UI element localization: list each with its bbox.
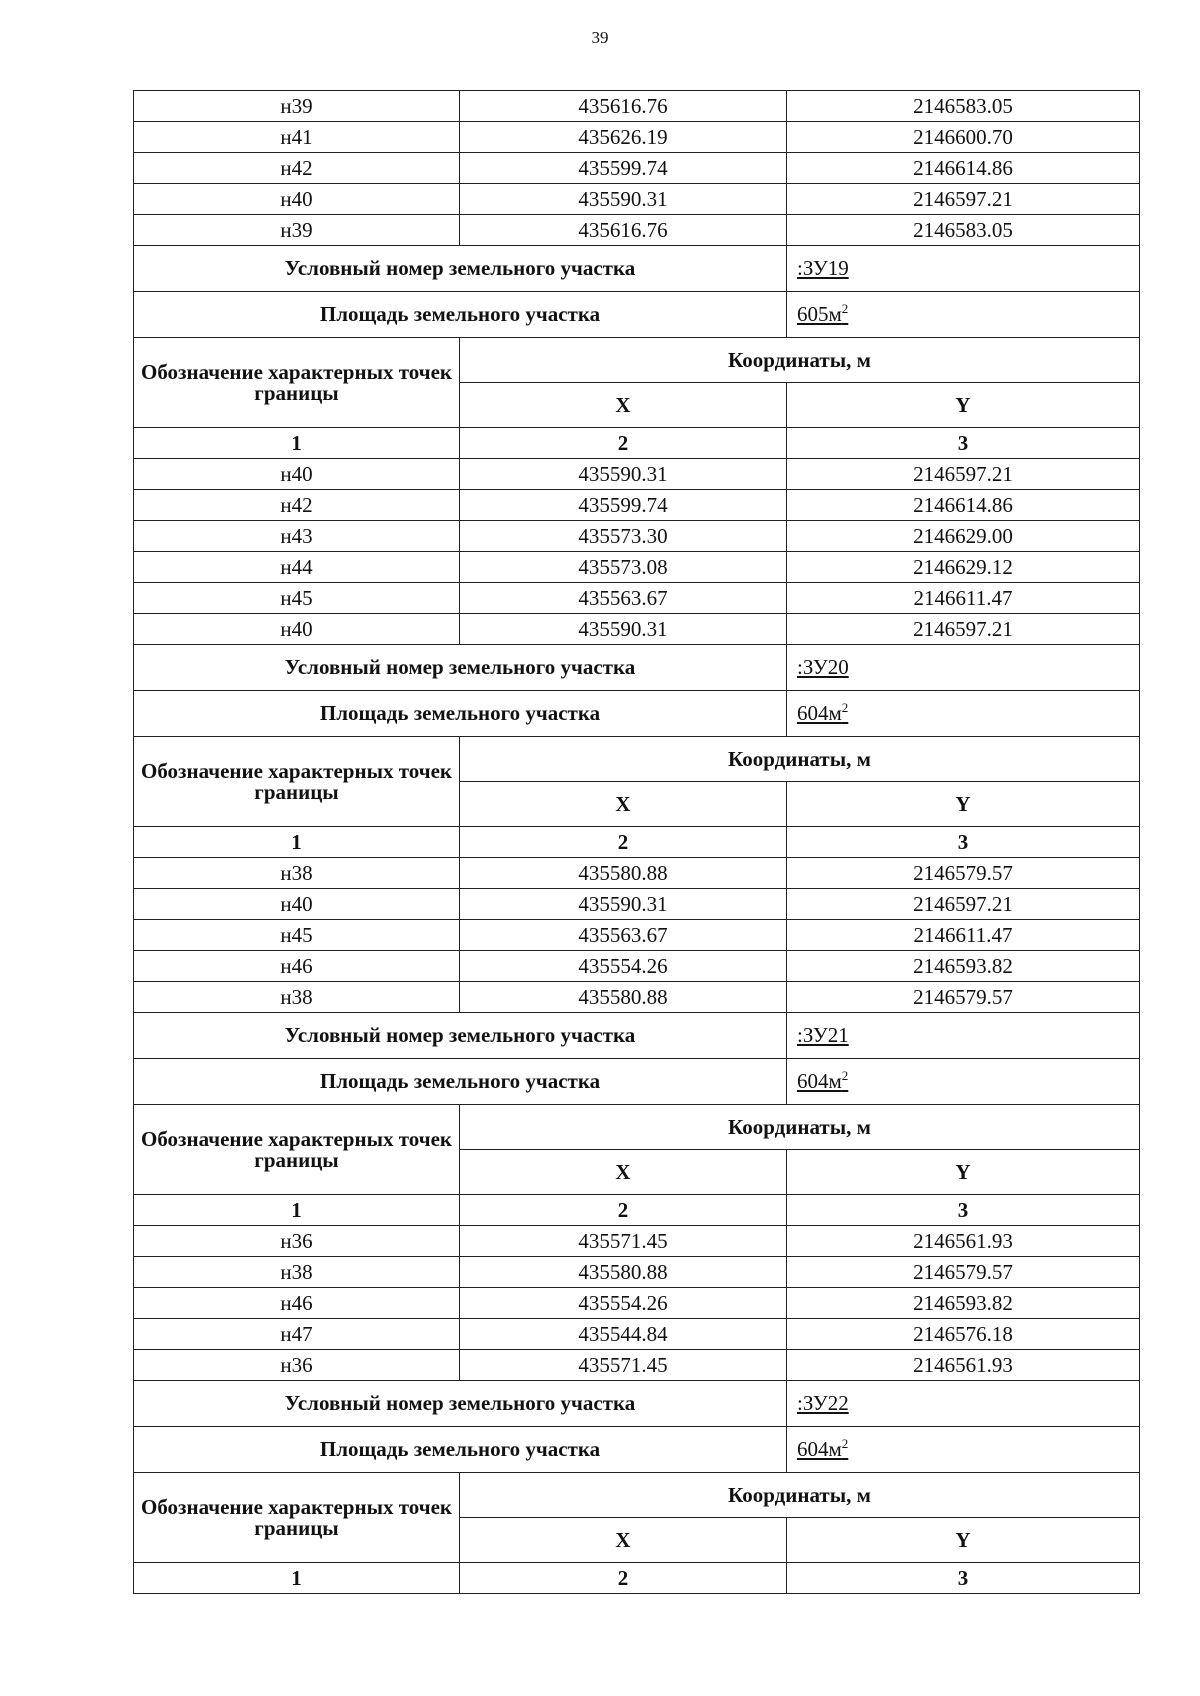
parcel-area-text: 604м	[797, 1437, 842, 1461]
table-row	[134, 614, 1140, 645]
coordinates-header: Координаты, м	[460, 1473, 1140, 1518]
table-row	[134, 184, 1140, 215]
parcel-number: :ЗУ20	[797, 655, 849, 679]
coords-header-row	[134, 338, 1140, 383]
table-row	[134, 521, 1140, 552]
column-number-row	[134, 827, 1140, 858]
parcel-area-value	[787, 1427, 1140, 1473]
point-cell: н38	[134, 982, 460, 1013]
y-cell: 2146597.21	[787, 459, 1140, 490]
parcel-area-row	[134, 1427, 1140, 1473]
x-cell: 435573.08	[460, 552, 787, 583]
column-number-3: 3	[787, 428, 1140, 459]
point-cell: н36	[134, 1350, 460, 1381]
parcel-area-row	[134, 1059, 1140, 1105]
y-cell: 2146597.21	[787, 889, 1140, 920]
y-cell: 2146561.93	[787, 1226, 1140, 1257]
coordinates-table	[133, 90, 1140, 1594]
points-header: Обозначение характерных точек границы	[134, 737, 460, 827]
parcel-area-value	[787, 1059, 1140, 1105]
points-header: Обозначение характерных точек границы	[134, 338, 460, 428]
y-cell: 2146579.57	[787, 1257, 1140, 1288]
y-cell: 2146593.82	[787, 1288, 1140, 1319]
parcel-area	[797, 1069, 848, 1093]
parcel-area-value	[787, 691, 1140, 737]
x-cell: 435616.76	[460, 91, 787, 122]
x-cell: 435580.88	[460, 982, 787, 1013]
point-cell: н42	[134, 490, 460, 521]
y-cell: 2146629.00	[787, 521, 1140, 552]
x-header: X	[460, 383, 787, 428]
point-cell: н46	[134, 1288, 460, 1319]
y-header: Y	[787, 782, 1140, 827]
x-cell: 435626.19	[460, 122, 787, 153]
parcel-number: :ЗУ19	[797, 256, 849, 280]
x-cell: 435554.26	[460, 951, 787, 982]
parcel-area	[797, 1437, 848, 1461]
parcel-number-value	[787, 1381, 1140, 1427]
parcel-number-row	[134, 645, 1140, 691]
point-cell: н45	[134, 583, 460, 614]
table-row	[134, 459, 1140, 490]
point-cell: н40	[134, 184, 460, 215]
y-cell: 2146583.05	[787, 91, 1140, 122]
table-row	[134, 1257, 1140, 1288]
y-cell: 2146629.12	[787, 552, 1140, 583]
y-cell: 2146561.93	[787, 1350, 1140, 1381]
y-cell: 2146583.05	[787, 215, 1140, 246]
parcel-number: :ЗУ21	[797, 1023, 849, 1047]
x-cell: 435571.45	[460, 1226, 787, 1257]
x-cell: 435599.74	[460, 153, 787, 184]
parcel-area	[797, 302, 848, 326]
column-number-2: 2	[460, 827, 787, 858]
parcel-number-value	[787, 246, 1140, 292]
coordinates-header: Координаты, м	[460, 737, 1140, 782]
table-row	[134, 215, 1140, 246]
point-cell: н42	[134, 153, 460, 184]
parcel-area-row	[134, 691, 1140, 737]
x-cell: 435580.88	[460, 1257, 787, 1288]
table-row	[134, 889, 1140, 920]
column-number-3: 3	[787, 827, 1140, 858]
parcel-area-label: Площадь земельного участка	[134, 292, 787, 338]
table-row	[134, 1226, 1140, 1257]
parcel-area-text: 604м	[797, 701, 842, 725]
parcel-area-value	[787, 292, 1140, 338]
point-cell: н43	[134, 521, 460, 552]
parcel-number-label: Условный номер земельного участка	[134, 1381, 787, 1427]
column-number-1: 1	[134, 1563, 460, 1594]
x-header: X	[460, 1518, 787, 1563]
parcel-number-value	[787, 645, 1140, 691]
point-cell: н46	[134, 951, 460, 982]
column-number-row	[134, 1563, 1140, 1594]
coords-header-row	[134, 1105, 1140, 1150]
coordinates-header: Координаты, м	[460, 338, 1140, 383]
column-number-3: 3	[787, 1563, 1140, 1594]
y-cell: 2146600.70	[787, 122, 1140, 153]
column-number-2: 2	[460, 1563, 787, 1594]
y-cell: 2146614.86	[787, 490, 1140, 521]
point-cell: н44	[134, 552, 460, 583]
table-row	[134, 1319, 1140, 1350]
area-unit-superscript: 2	[841, 700, 849, 715]
x-header: X	[460, 782, 787, 827]
y-cell: 2146611.47	[787, 920, 1140, 951]
column-number-3: 3	[787, 1195, 1140, 1226]
column-number-row	[134, 1195, 1140, 1226]
x-cell: 435599.74	[460, 490, 787, 521]
parcel-area-row	[134, 292, 1140, 338]
column-number-1: 1	[134, 428, 460, 459]
points-header: Обозначение характерных точек границы	[134, 1473, 460, 1563]
column-number-1: 1	[134, 1195, 460, 1226]
table-row	[134, 858, 1140, 889]
x-cell: 435544.84	[460, 1319, 787, 1350]
parcel-number-value	[787, 1013, 1140, 1059]
point-cell: н40	[134, 889, 460, 920]
y-header: Y	[787, 1518, 1140, 1563]
x-cell: 435571.45	[460, 1350, 787, 1381]
table-row	[134, 91, 1140, 122]
parcel-number-row	[134, 1381, 1140, 1427]
x-cell: 435590.31	[460, 184, 787, 215]
area-unit-superscript: 2	[841, 1068, 849, 1083]
parcel-area	[797, 701, 848, 725]
point-cell: н41	[134, 122, 460, 153]
page-number: 39	[591, 28, 609, 47]
column-number-row	[134, 428, 1140, 459]
parcel-number-label: Условный номер земельного участка	[134, 246, 787, 292]
point-cell: н36	[134, 1226, 460, 1257]
parcel-number: :ЗУ22	[797, 1391, 849, 1415]
parcel-area-text: 604м	[797, 1069, 842, 1093]
y-cell: 2146576.18	[787, 1319, 1140, 1350]
table-row	[134, 122, 1140, 153]
area-unit-superscript: 2	[841, 301, 849, 316]
x-cell: 435590.31	[460, 459, 787, 490]
points-header: Обозначение характерных точек границы	[134, 1105, 460, 1195]
y-cell: 2146593.82	[787, 951, 1140, 982]
table-row	[134, 1350, 1140, 1381]
parcel-area-label: Площадь земельного участка	[134, 1059, 787, 1105]
coordinates-header: Координаты, м	[460, 1105, 1140, 1150]
column-number-2: 2	[460, 428, 787, 459]
y-header: Y	[787, 383, 1140, 428]
y-cell: 2146614.86	[787, 153, 1140, 184]
point-cell: н39	[134, 91, 460, 122]
x-cell: 435590.31	[460, 614, 787, 645]
column-number-1: 1	[134, 827, 460, 858]
area-unit-superscript: 2	[841, 1436, 849, 1451]
x-cell: 435590.31	[460, 889, 787, 920]
point-cell: н38	[134, 1257, 460, 1288]
table-row	[134, 951, 1140, 982]
coords-header-row	[134, 1473, 1140, 1518]
x-cell: 435580.88	[460, 858, 787, 889]
x-header: X	[460, 1150, 787, 1195]
table-row	[134, 490, 1140, 521]
point-cell: н38	[134, 858, 460, 889]
coords-header-row	[134, 737, 1140, 782]
parcel-number-row	[134, 246, 1140, 292]
x-cell: 435563.67	[460, 583, 787, 614]
table-row	[134, 1288, 1140, 1319]
parcel-area-label: Площадь земельного участка	[134, 1427, 787, 1473]
table-row	[134, 552, 1140, 583]
table-row	[134, 153, 1140, 184]
point-cell: н40	[134, 459, 460, 490]
parcel-area-label: Площадь земельного участка	[134, 691, 787, 737]
parcel-area-text: 605м	[797, 302, 842, 326]
table-row	[134, 920, 1140, 951]
y-cell: 2146579.57	[787, 982, 1140, 1013]
parcel-number-label: Условный номер земельного участка	[134, 1013, 787, 1059]
parcel-number-label: Условный номер земельного участка	[134, 645, 787, 691]
point-cell: н40	[134, 614, 460, 645]
point-cell: н47	[134, 1319, 460, 1350]
x-cell: 435616.76	[460, 215, 787, 246]
y-cell: 2146611.47	[787, 583, 1140, 614]
x-cell: 435573.30	[460, 521, 787, 552]
parcel-number-row	[134, 1013, 1140, 1059]
column-number-2: 2	[460, 1195, 787, 1226]
x-cell: 435554.26	[460, 1288, 787, 1319]
y-cell: 2146597.21	[787, 184, 1140, 215]
table-row	[134, 982, 1140, 1013]
y-cell: 2146597.21	[787, 614, 1140, 645]
point-cell: н39	[134, 215, 460, 246]
y-header: Y	[787, 1150, 1140, 1195]
point-cell: н45	[134, 920, 460, 951]
y-cell: 2146579.57	[787, 858, 1140, 889]
x-cell: 435563.67	[460, 920, 787, 951]
table-row	[134, 583, 1140, 614]
